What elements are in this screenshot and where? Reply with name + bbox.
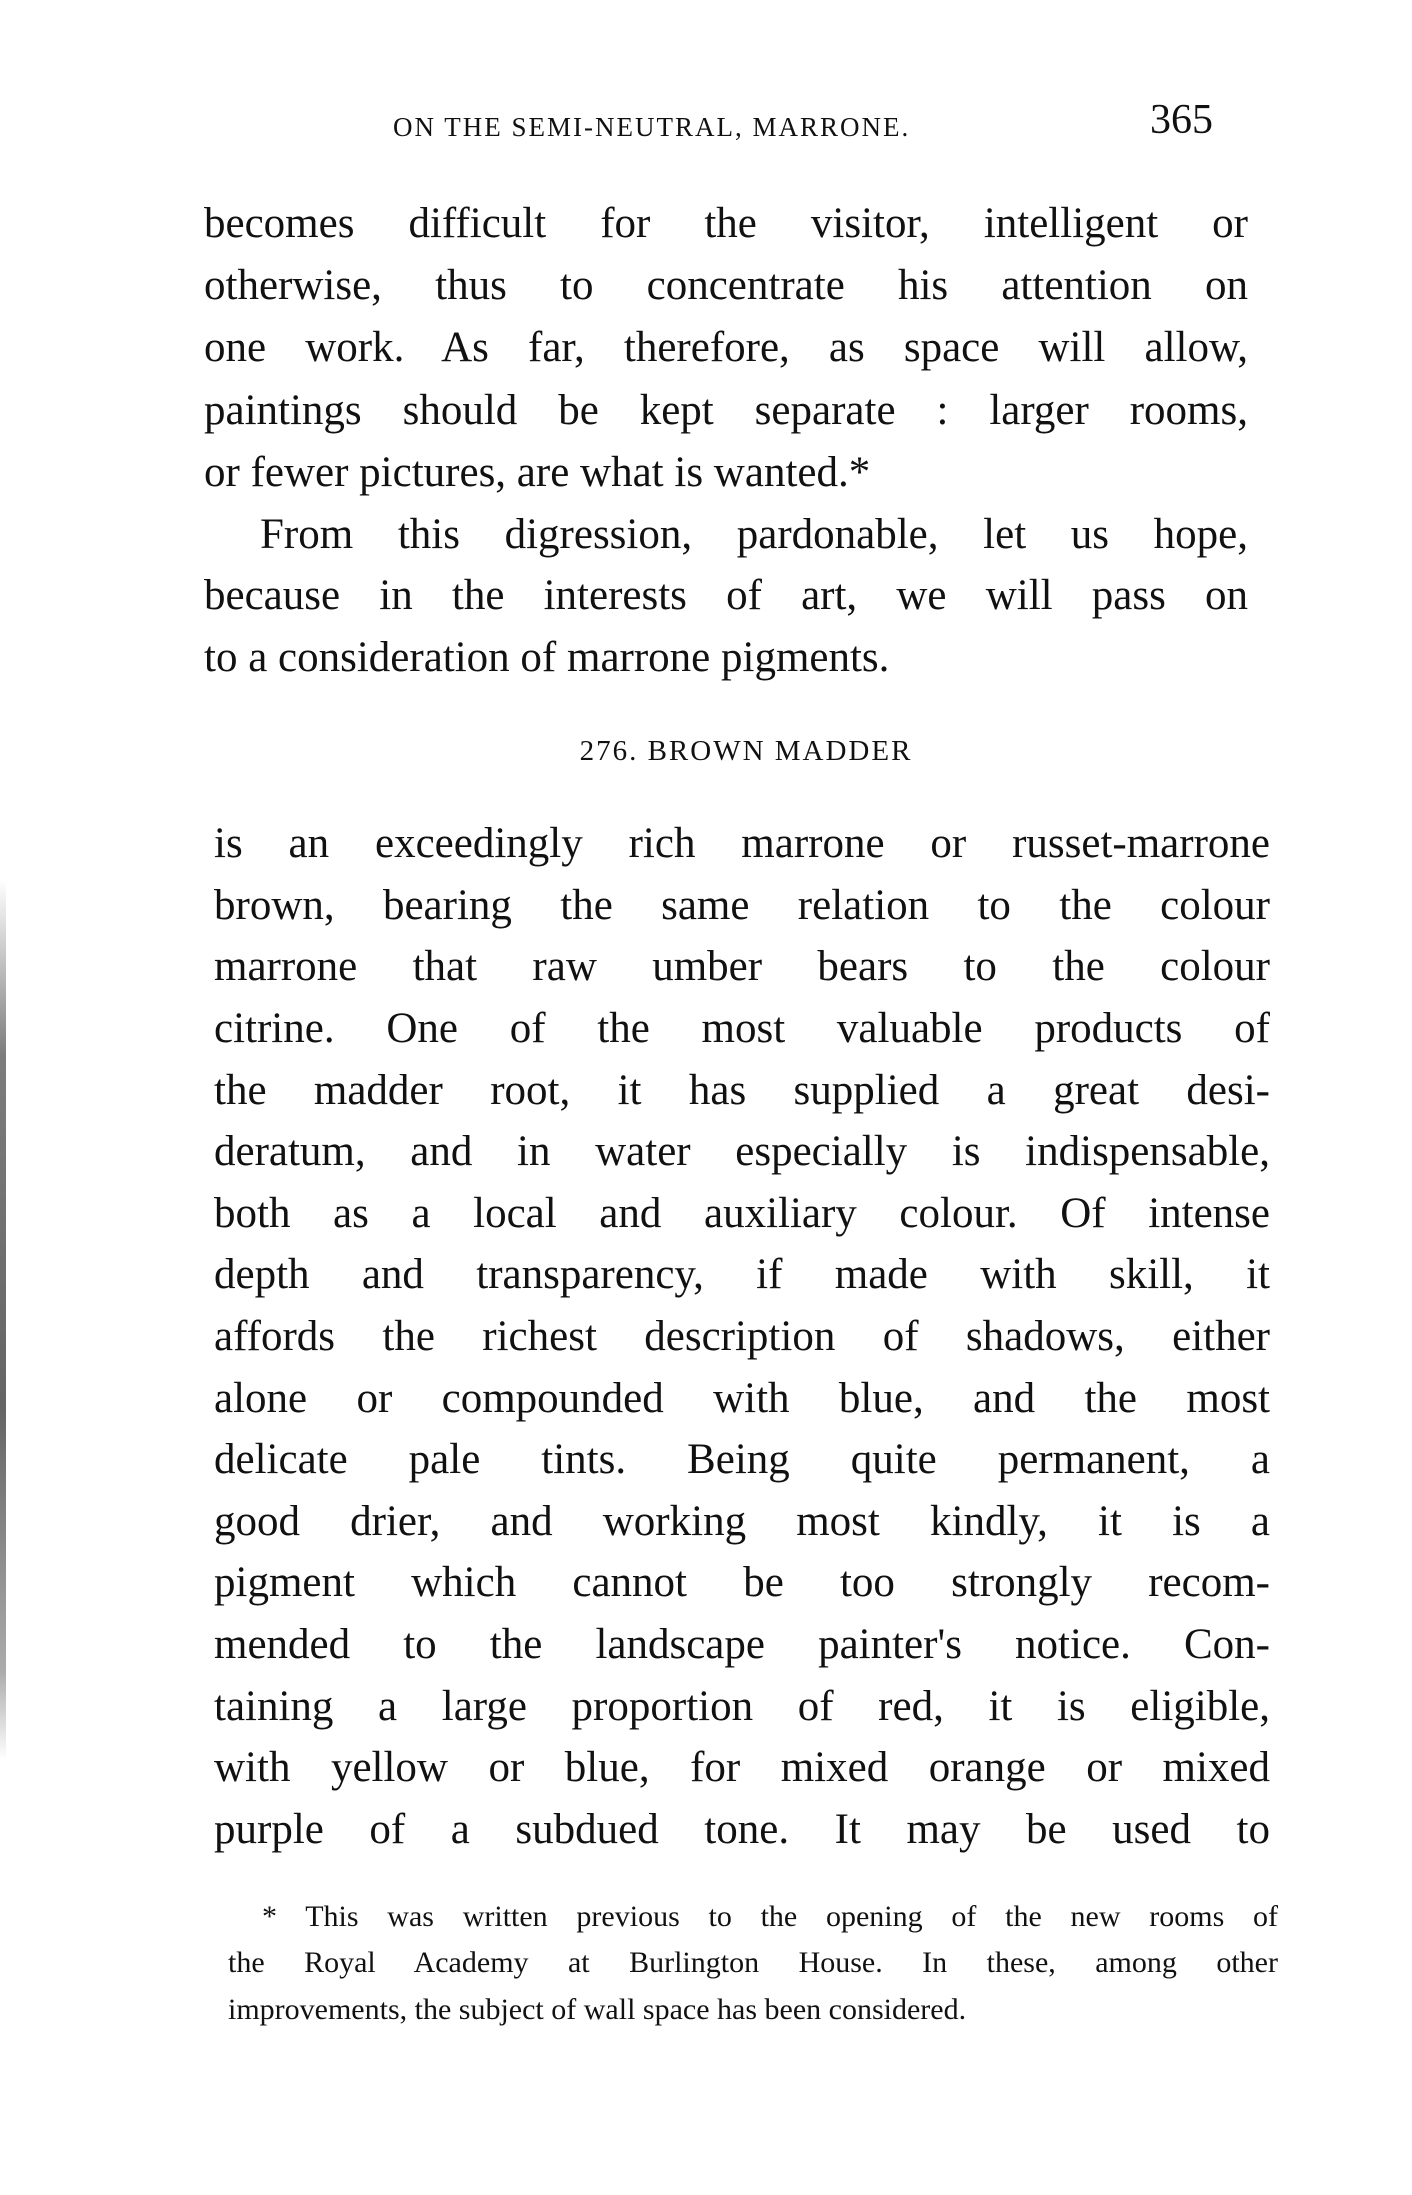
running-title: ON THE SEMI-NEUTRAL, MARRONE. <box>393 112 911 142</box>
text-line: good drier, and working most kindly, it is a <box>214 1498 1270 1545</box>
text-line: paintings should be kept separate : larger rooms, <box>204 387 1248 434</box>
text-line: citrine. One of the most valuable products of <box>214 1005 1270 1052</box>
footnote-line: improvements, the subject of wall space has been considered. <box>228 1993 967 2026</box>
text-line: taining a large proportion of red, it is eligible, <box>214 1683 1270 1730</box>
text-line: because in the interests of art, we will pass on <box>204 572 1248 619</box>
text-line: affords the richest description of shadows, either <box>214 1313 1270 1360</box>
text-line: brown, bearing the same relation to the colour <box>214 882 1270 929</box>
text-line: mended to the landscape painter's notice. Con- <box>214 1621 1270 1668</box>
text-line: with yellow or blue, for mixed orange or mixed <box>214 1744 1270 1791</box>
text-line: depth and transparency, if made with skill, it <box>214 1251 1270 1298</box>
text-line: alone or compounded with blue, and the most <box>214 1375 1270 1422</box>
text-line: purple of a subdued tone. It may be used to <box>214 1806 1270 1853</box>
text-line: is an exceedingly rich marrone or russet-marrone <box>214 820 1270 867</box>
page-number: 365 <box>1150 97 1213 143</box>
section-heading: 276. BROWN MADDER <box>579 735 913 767</box>
text-line: delicate pale tints. Being quite permanent, a <box>214 1436 1270 1483</box>
text-line: deratum, and in water especially is indispensable, <box>214 1128 1270 1175</box>
text-line: pigment which cannot be too strongly recom- <box>214 1559 1270 1606</box>
footnote-line: * This was written previous to the opening of the new rooms of <box>262 1900 1278 1933</box>
scan-edge-shadow <box>0 880 6 1760</box>
text-line: or fewer pictures, are what is wanted.* <box>204 449 871 496</box>
text-line: becomes difficult for the visitor, intelligent or <box>204 200 1248 247</box>
footnote-line: the Royal Academy at Burlington House. In these, among other <box>228 1946 1278 1979</box>
text-line: From this digression, pardonable, let us hope, <box>260 511 1248 558</box>
text-line: both as a local and auxiliary colour. Of intense <box>214 1190 1270 1237</box>
text-line: to a consideration of marrone pigments. <box>204 634 890 681</box>
text-line: the madder root, it has supplied a great desi- <box>214 1067 1270 1114</box>
text-line: marrone that raw umber bears to the colour <box>214 943 1270 990</box>
text-line: one work. As far, therefore, as space will allow, <box>204 324 1248 371</box>
text-line: otherwise, thus to concentrate his attention on <box>204 262 1248 309</box>
